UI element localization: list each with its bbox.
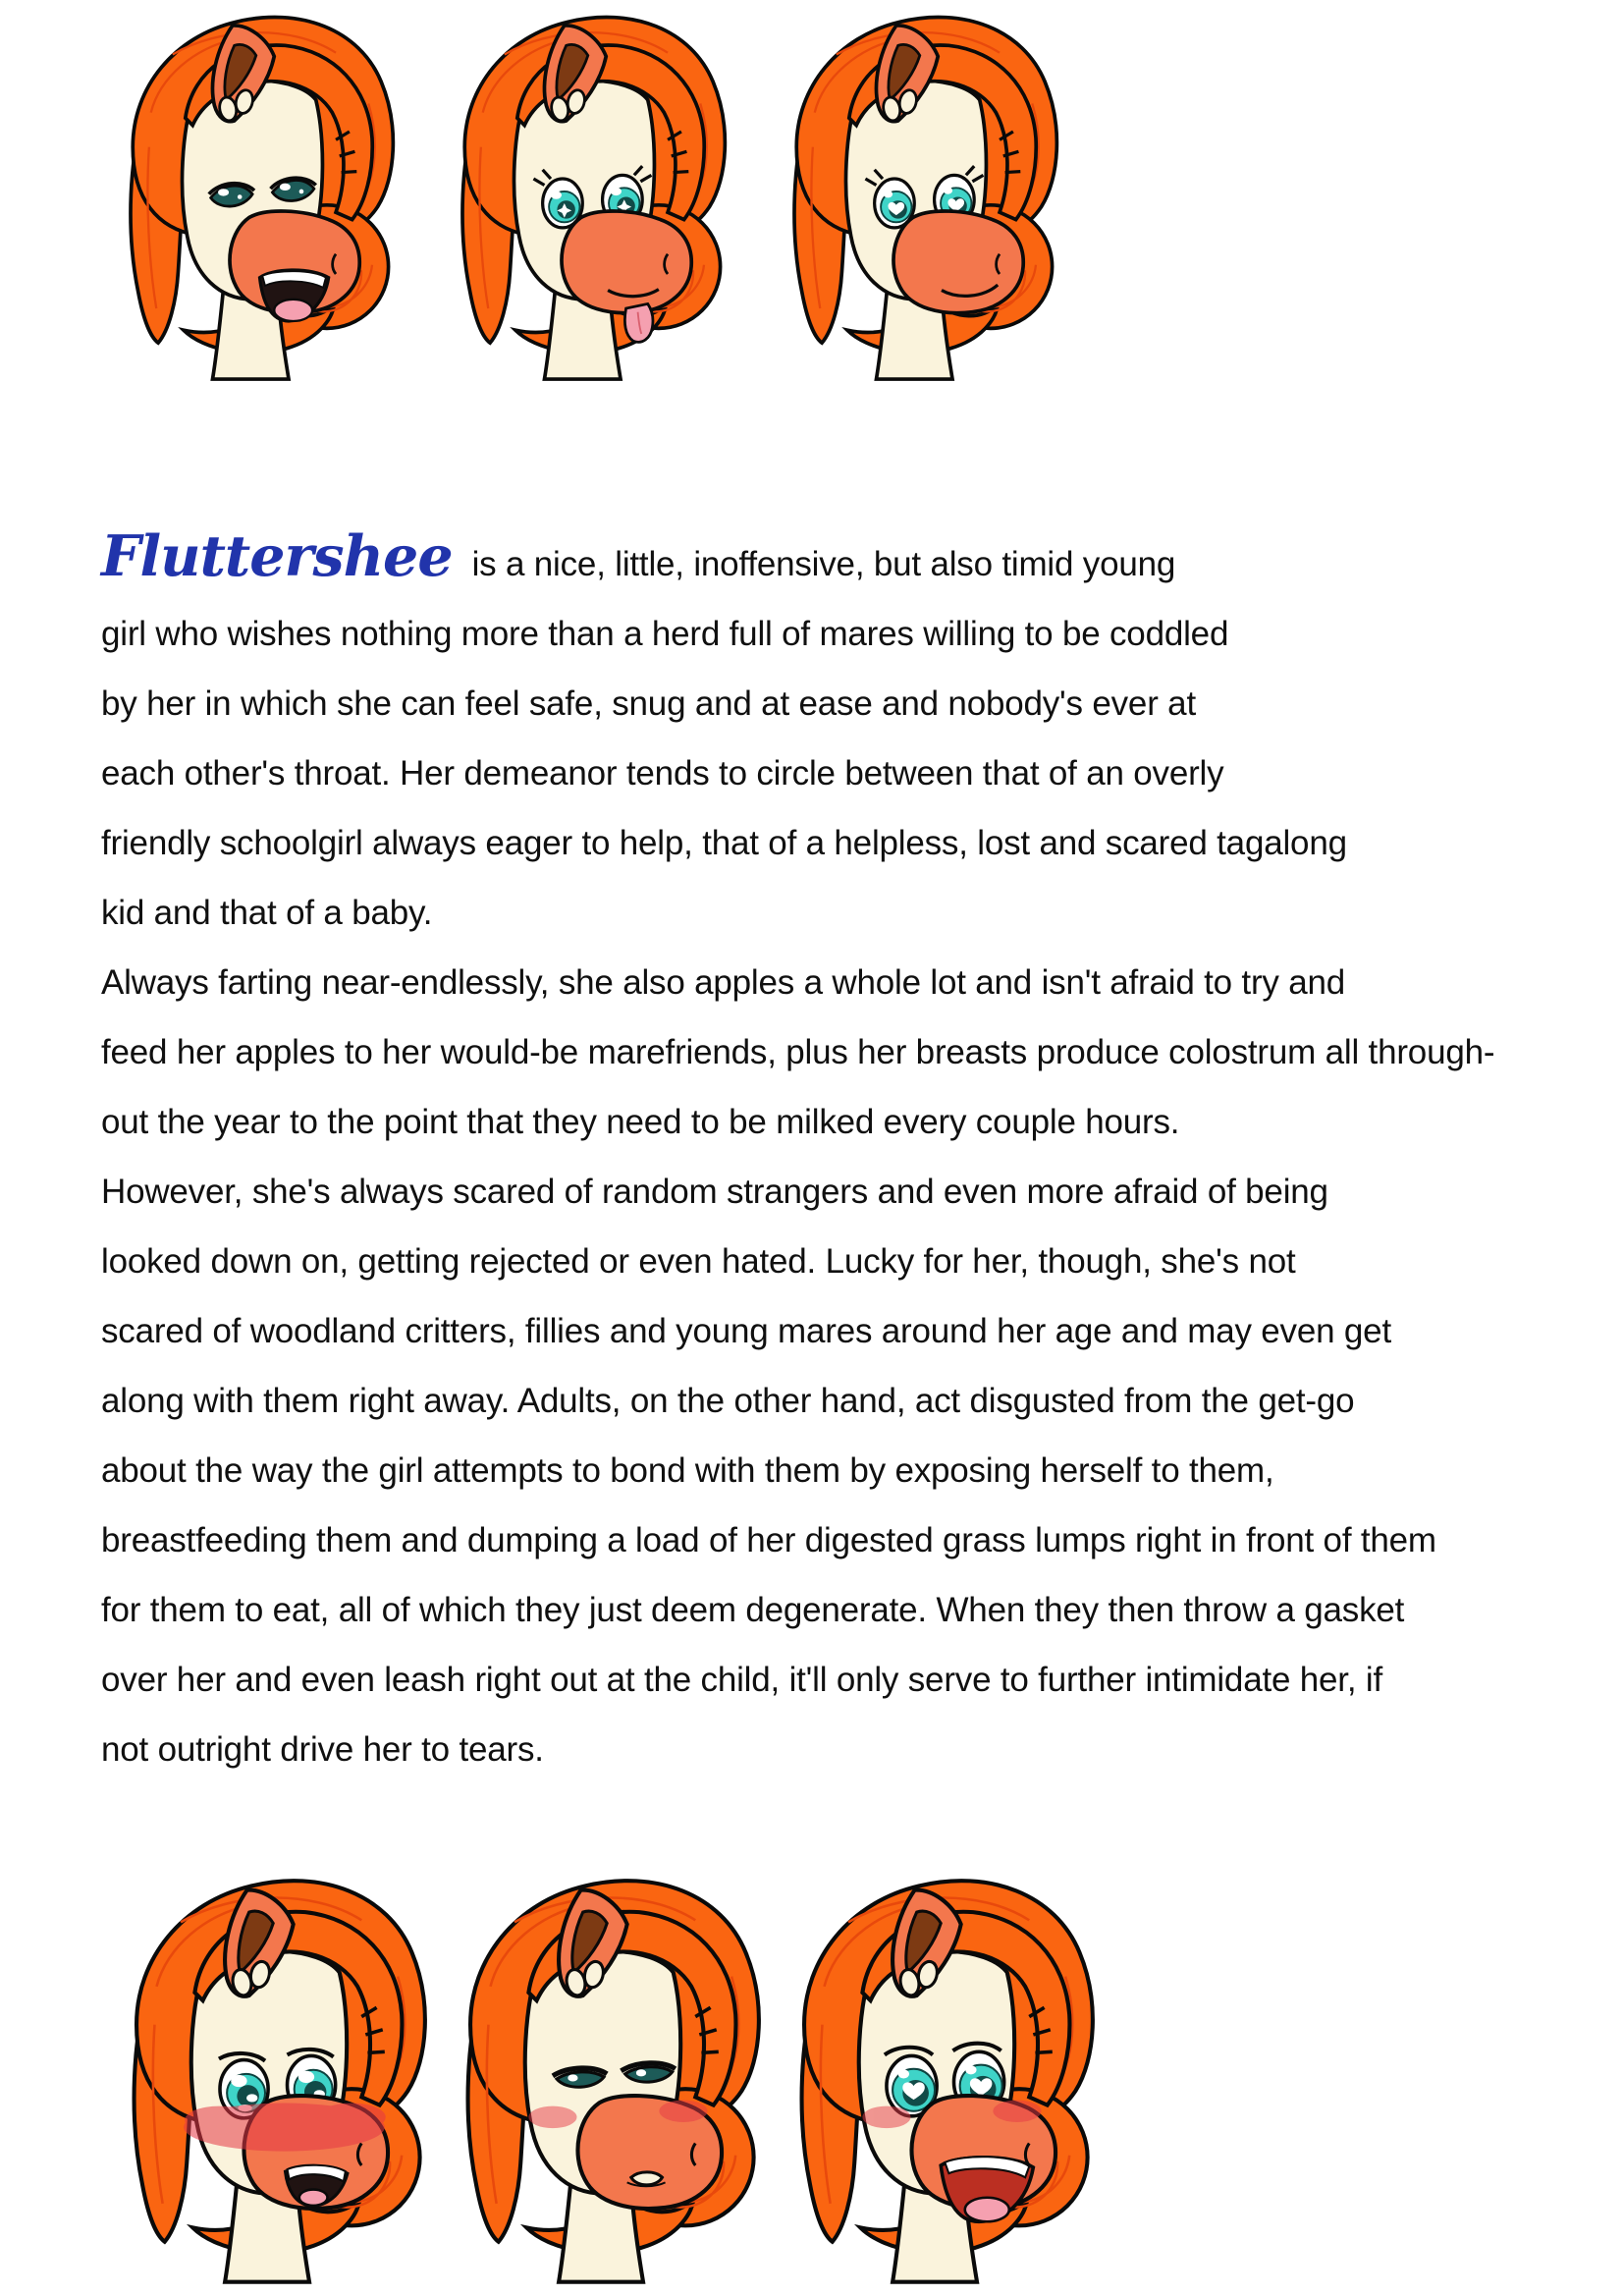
- bio-line-text: is a nice, little, inoffensive, but also timid young: [471, 545, 1176, 583]
- portrait-top-left: [98, 2, 398, 392]
- bio-line: feed her apples to her would-be marefriends, plus her breasts produce colostrum all through-: [101, 1033, 1495, 1071]
- bio-line: looked down on, getting rejected or even hated. Lucky for her, though, she's not: [101, 1242, 1296, 1281]
- portrait-bottom-right: [766, 1864, 1098, 2296]
- bio-line: friendly schoolgirl always eager to help, that of a helpless, lost and scared tagalong: [101, 824, 1347, 862]
- portrait-top-middle: [430, 2, 730, 392]
- portrait-top-right-slot: [762, 2, 1061, 392]
- bio-line: scared of woodland critters, fillies and young mares around her age and may even get: [101, 1312, 1391, 1350]
- portrait-top-right: [762, 2, 1061, 392]
- portrait-bottom-right-slot: [766, 1864, 1098, 2296]
- bio-line: each other's throat. Her demeanor tends to circle between that of an overly: [101, 754, 1224, 793]
- portrait-bottom-left-slot: [98, 1864, 430, 2296]
- character-name: Fluttershee: [101, 523, 453, 589]
- bio-line: for them to eat, all of which they just deem degenerate. When they then throw a gasket: [101, 1591, 1405, 1629]
- portrait-top-middle-slot: [430, 2, 730, 392]
- bio-line: Always farting near-endlessly, she also apples a whole lot and isn't afraid to try and: [101, 963, 1346, 1002]
- bio-line: girl who wishes nothing more than a herd full of mares willing to be coddled: [101, 615, 1229, 653]
- bio-line: out the year to the point that they need to be milked every couple hours.: [101, 1103, 1180, 1141]
- bio-line: along with them right away. Adults, on the other hand, act disgusted from the get-go: [101, 1382, 1355, 1420]
- muzzle: [893, 211, 1023, 313]
- bio-line: about the way the girl attempts to bond with them by exposing herself to them,: [101, 1451, 1274, 1490]
- blush-band: [184, 2104, 386, 2152]
- bio-line: breastfeeding them and dumping a load of her digested grass lumps right in front of them: [101, 1521, 1436, 1559]
- bio-line: kid and that of a baby.: [101, 894, 433, 932]
- bio-line: by her in which she can feel safe, snug and at ease and nobody's ever at: [101, 684, 1196, 723]
- portrait-bottom-left: [98, 1864, 430, 2296]
- bio-line: [101, 515, 1554, 599]
- bio-line: not outright drive her to tears.: [101, 1730, 544, 1769]
- portrait-top-left-slot: [98, 2, 398, 392]
- bio-text-block: [101, 515, 1554, 1784]
- portrait-bottom-middle-slot: [432, 1864, 764, 2296]
- muzzle: [562, 211, 691, 313]
- portrait-bottom-middle: [432, 1864, 764, 2296]
- bio-line: However, she's always scared of random strangers and even more afraid of being: [101, 1173, 1328, 1211]
- bio-line: over her and even leash right out at the child, it'll only serve to further intimidate her, if: [101, 1661, 1382, 1699]
